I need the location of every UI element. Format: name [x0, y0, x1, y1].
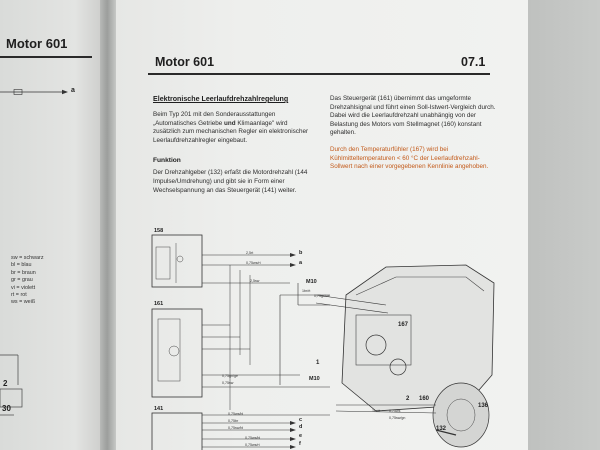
section-heading: Elektronische Leerlaufdrehzahlregelung	[153, 95, 289, 103]
left-diagram-fragment	[0, 345, 30, 435]
connector-m10-bottom: M10	[309, 376, 320, 382]
legend-item: sw = schwarz	[11, 255, 44, 261]
component-label-161: 161	[154, 301, 164, 307]
intro-paragraph: Beim Typ 201 mit den Sonderausstattungen „Automatisches Getriebe und Klimaanlage" wird zusätzlich zum mechanischen Regler ein elektronischer Leerlaufdrehzahlregler eingebaut.	[153, 111, 309, 144]
page-edge-background	[528, 0, 600, 450]
left-marker-30: 30	[2, 404, 11, 413]
legend-item: br = braun	[11, 269, 36, 276]
arrow-a-line	[0, 86, 80, 98]
header-rule	[148, 73, 490, 75]
terminal-a: a	[299, 260, 303, 266]
wire-label: 0,75ws/bl	[245, 436, 261, 440]
left-header-rule	[0, 56, 92, 58]
engine-illustration	[316, 255, 506, 450]
controller-paragraph: Das Steuergerät (161) übernimmt das umgeformte Drehzahlsignal und führt einen Soll-Istwert-Vergleich durch. Dabei wird die Leerlaufdrehzahl unabhängig von der Belastung des Motors vom Stellmagnet (160) konstant gehalten.	[330, 95, 496, 137]
page-header-title: Motor 601	[155, 55, 215, 69]
arrow-label-a: a	[71, 87, 75, 94]
ref-160: 160	[419, 396, 430, 402]
legend-item: rt = rot	[11, 292, 27, 299]
section-number: 07.1	[461, 55, 486, 69]
wire-label: 0,75ws/bl	[228, 412, 244, 416]
ref-167: 167	[398, 322, 409, 328]
wire-label: 0,75ws	[389, 409, 401, 413]
component-label-141: 141	[154, 406, 164, 412]
terminal-f: f	[299, 441, 301, 447]
legend-item: gr = grau	[11, 277, 33, 284]
connector-m10-top: M10	[306, 279, 317, 285]
ref-2: 2	[406, 396, 410, 402]
temperature-paragraph: Durch den Temperaturfühler (167) wird bei Kühlmitteltemperaturen < 60 °C der Leerlaufdrehzahl-Sollwert nach einer vorgegebenen Kennlinie angehoben.	[330, 145, 489, 171]
ref-1: 1	[316, 360, 320, 366]
wire-label: 0,75br	[228, 419, 239, 423]
wire-label: 2,5sw	[250, 279, 260, 283]
function-paragraph: Der Drehzahlgeber (132) erfaßt die Motordrehzahl (144 Impulse/Umdrehung) und gibt sie in Form einer Wechselspannung an das Steuergerät (141) weiter.	[153, 169, 308, 194]
text-column-1	[153, 95, 311, 195]
ref-136: 136	[478, 403, 489, 409]
legend-item: vi = violett	[11, 284, 36, 291]
wire-label: 0,75gr/sw	[314, 294, 330, 298]
component-label-158: 158	[154, 228, 164, 234]
wire-label: 1br/rt	[302, 289, 311, 293]
wiring-diagram	[150, 225, 330, 450]
terminal-e: e	[299, 433, 303, 439]
book-spine	[100, 0, 116, 450]
wire-label: 0,75ws/rt	[245, 443, 260, 447]
color-legend	[11, 255, 44, 307]
legend-item: bl = blau	[11, 262, 32, 269]
wire-label: 1br/rt	[372, 409, 381, 413]
legend-item: ws = weiß	[11, 299, 36, 306]
left-marker-2: 2	[3, 379, 8, 388]
wire-label: 0,75ws/rt	[246, 261, 261, 265]
terminal-c: c	[299, 417, 303, 423]
function-subheading: Funktion	[153, 157, 181, 165]
wire-label: 2,5rt	[246, 251, 254, 255]
wire-label: 0,75sw	[222, 381, 234, 385]
terminal-b: b	[299, 250, 303, 256]
wire-label: 0,75sw/gn	[389, 416, 406, 420]
left-page-header: Motor 601	[6, 36, 68, 51]
wire-label: 0,75sw/bl	[228, 426, 244, 430]
text-column-2	[330, 95, 496, 172]
ref-132: 132	[436, 426, 447, 432]
wire-label: 0,75gn/ge	[222, 374, 238, 378]
terminal-d: d	[299, 424, 303, 430]
